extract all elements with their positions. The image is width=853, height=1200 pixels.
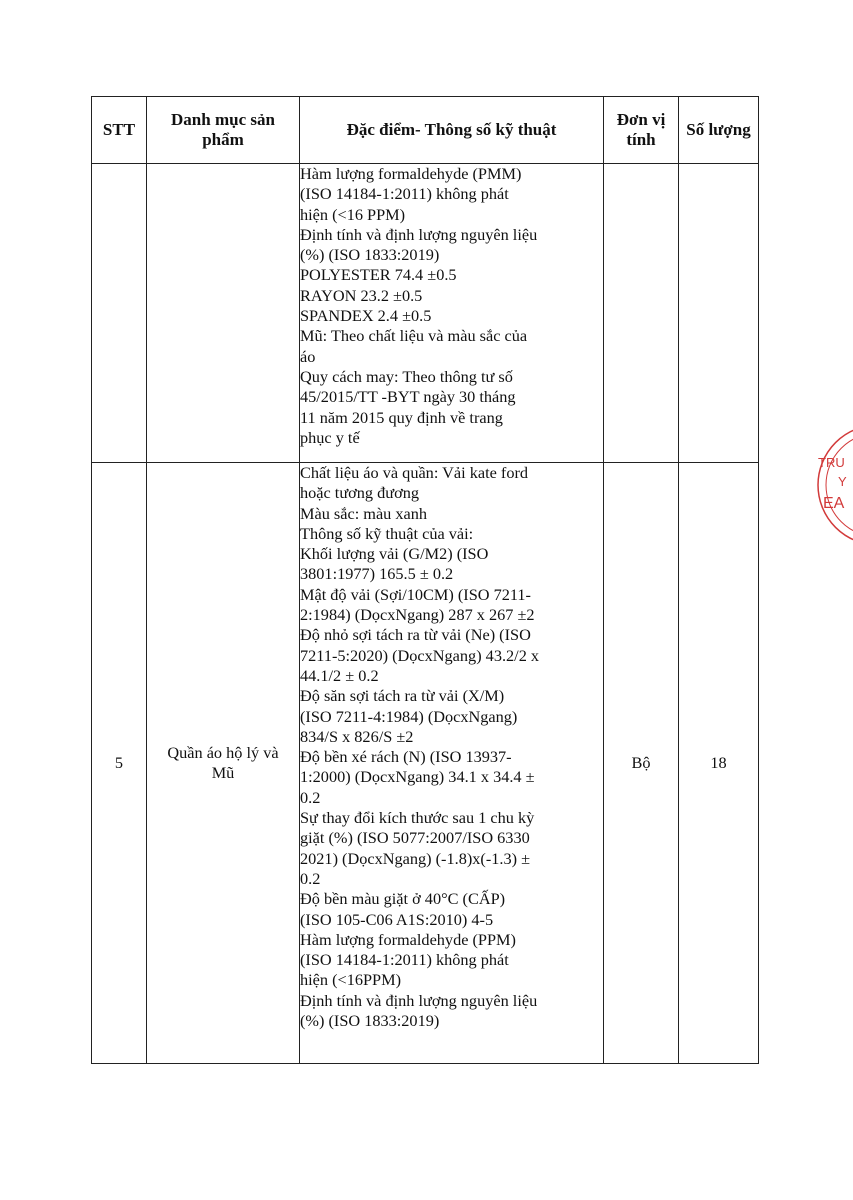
spec-line: (ISO 14184-1:2011) không phát — [300, 184, 509, 204]
spec-lines-row-5 — [300, 463, 603, 1031]
spec-line: Độ nhỏ sợi tách ra từ vải (Ne) (ISO — [300, 625, 531, 645]
spec-line: Màu sắc: màu xanh — [300, 503, 428, 523]
cell-quantity: 18 — [679, 463, 759, 1064]
spec-cell-row-5 — [300, 463, 604, 1064]
spec-line: Định tính và định lượng nguyên liệu — [300, 224, 538, 244]
cell-category: Quần áo hộ lý và Mũ — [147, 463, 300, 1064]
spec-line: (%) (ISO 1833:2019) — [300, 245, 440, 265]
cell-unit-continued — [604, 164, 679, 463]
spec-line: Sự thay đổi kích thước sau 1 chu kỳ — [300, 808, 535, 828]
spec-line: SPANDEX 2.4 ±0.5 — [300, 306, 432, 326]
spec-line: (ISO 7211-4:1984) (DọcxNgang) — [300, 706, 518, 726]
spec-line: Độ bền xé rách (N) (ISO 13937- — [300, 747, 512, 767]
spec-line: 2:1984) (DọcxNgang) 287 x 267 ±2 — [300, 605, 535, 625]
spec-line: Chất liệu áo và quần: Vải kate ford — [300, 463, 529, 482]
spec-table — [91, 96, 759, 1064]
header-stt: STT — [92, 97, 147, 164]
header-quantity: Số lượng — [679, 97, 759, 164]
header-row — [92, 97, 759, 164]
spec-line: 834/S x 826/S ±2 — [300, 726, 414, 746]
cell-quantity-continued — [679, 164, 759, 463]
spec-line: Hàm lượng formaldehyde (PPM) — [300, 929, 516, 949]
spec-line: phục y tế — [300, 427, 360, 447]
header-category: Danh mục sản phẩm — [147, 97, 300, 164]
spec-line: (ISO 14184-1:2011) không phát — [300, 950, 509, 970]
spec-line: 0.2 — [300, 787, 321, 807]
header-unit: Đơn vị tính — [604, 97, 679, 164]
table-row-continued — [92, 164, 759, 463]
spec-line: 7211-5:2020) (DọcxNgang) 43.2/2 x — [300, 645, 540, 665]
spec-lines-continued — [300, 164, 603, 448]
spec-line: 11 năm 2015 quy định về trang — [300, 407, 503, 427]
header-spec: Đặc điểm- Thông số kỹ thuật — [300, 97, 604, 164]
cell-unit: Bộ — [604, 463, 679, 1064]
spec-line: Độ bền màu giặt ở 40°C (CẤP) — [300, 889, 506, 909]
spec-line: Thông số kỹ thuật của vải: — [300, 523, 474, 543]
spec-line: 2021) (DọcxNgang) (-1.8)x(-1.3) ± — [300, 848, 531, 868]
spec-line: RAYON 23.2 ±0.5 — [300, 285, 423, 305]
stamp-text-bottom: EA — [823, 495, 845, 512]
red-seal-stamp — [808, 420, 853, 550]
stamp-text-mid: Y — [838, 474, 847, 489]
spec-line: Quy cách may: Theo thông tư số — [300, 366, 513, 386]
spec-line: Độ săn sợi tách ra từ vải (X/M) — [300, 686, 505, 706]
spec-line: Hàm lượng formaldehyde (PMM) — [300, 164, 522, 183]
spec-line: áo — [300, 346, 316, 366]
cell-stt: 5 — [92, 463, 147, 1064]
spec-cell-continued — [300, 164, 604, 463]
spec-line: Mũ: Theo chất liệu và màu sắc của — [300, 326, 528, 346]
spec-line: 45/2015/TT -BYT ngày 30 tháng — [300, 387, 516, 407]
cell-category-continued — [147, 164, 300, 463]
spec-line: POLYESTER 74.4 ±0.5 — [300, 265, 457, 285]
spec-line: hiện (<16PPM) — [300, 970, 401, 990]
spec-line: 1:2000) (DọcxNgang) 34.1 x 34.4 ± — [300, 767, 535, 787]
spec-line: Mật độ vải (Sợi/10CM) (ISO 7211- — [300, 584, 531, 604]
spec-line: hiện (<16 PPM) — [300, 204, 406, 224]
spec-line: hoặc tương đương — [300, 483, 419, 503]
spec-line: (%) (ISO 1833:2019) — [300, 1011, 440, 1031]
stamp-text-top: TRU — [818, 455, 845, 470]
spec-line: Định tính và định lượng nguyên liệu — [300, 990, 538, 1010]
spec-line: 0.2 — [300, 868, 321, 888]
spec-line: (ISO 105-C06 A1S:2010) 4-5 — [300, 909, 494, 929]
cell-stt-continued — [92, 164, 147, 463]
table-row-5 — [92, 463, 759, 1064]
spec-line: 44.1/2 ± 0.2 — [300, 665, 379, 685]
spec-line: Khối lượng vải (G/M2) (ISO — [300, 544, 489, 564]
spec-line: 3801:1977) 165.5 ± 0.2 — [300, 564, 454, 584]
spec-line: giặt (%) (ISO 5077:2007/ISO 6330 — [300, 828, 530, 848]
